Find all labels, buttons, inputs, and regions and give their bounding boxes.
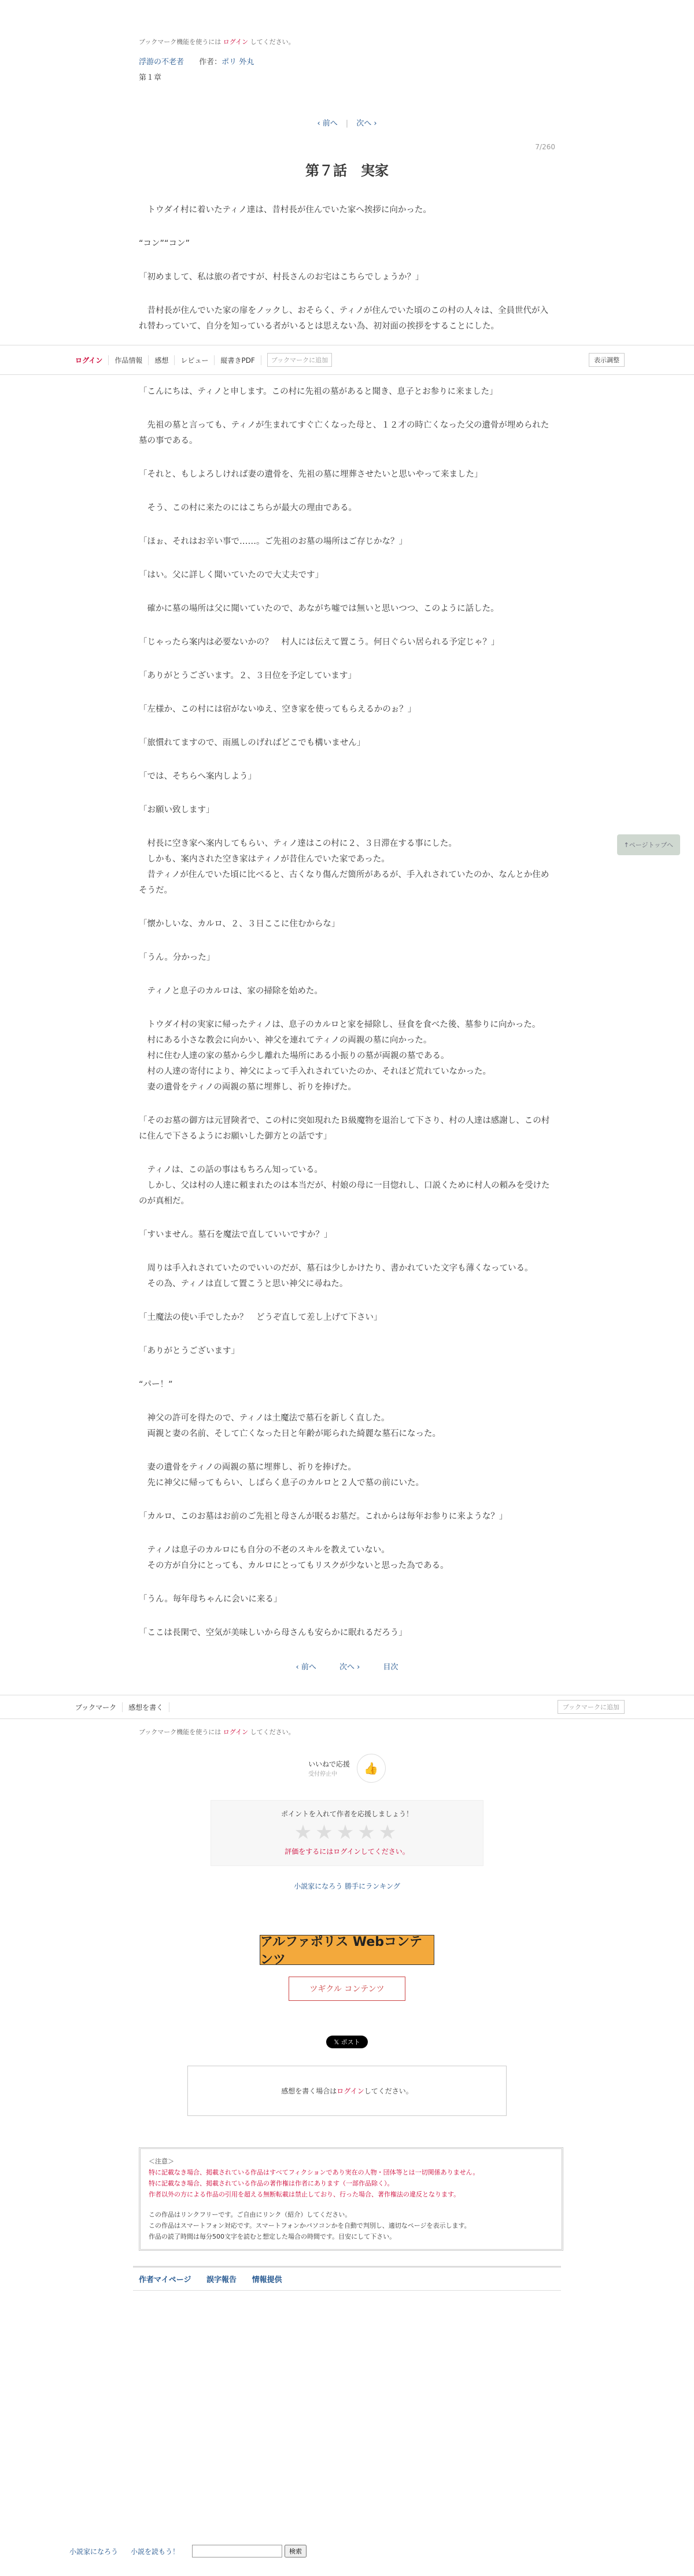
yomou-link[interactable]: 小説を読もう！	[131, 2547, 180, 2556]
page-top-button[interactable]: ↑ページトップへ	[617, 834, 680, 855]
ranking-link-text[interactable]: 小説家になろう 勝手にランキング	[294, 1882, 400, 1890]
notice-line: 特に記載なき場合、掲載されている作品はすべてフィクションであり実在の人物・団体等とは一切関係ありません。	[149, 2169, 479, 2176]
note-text: してください。	[248, 38, 295, 46]
search-button[interactable]: 検索	[285, 2545, 307, 2557]
paragraph: 確かに墓の場所は父に聞いていたので、あながち嘘では無いと思いつつ、このように話した。	[139, 604, 499, 613]
paragraph: 「うん。毎年母ちゃんに会いに来る」	[139, 1595, 282, 1604]
paragraph: 妻の遺骨をティノの両親の墓に埋葬し、祈りを捧げた。 先に神父に帰ってもらい、しばらく息子のカルロと２人で墓の前にいた。	[147, 1463, 424, 1488]
display-settings-button[interactable]: 表示調整	[589, 353, 625, 367]
sticky-toolbar	[0, 345, 694, 375]
novel-meta	[139, 56, 555, 67]
comment-text: してください。	[364, 2087, 413, 2095]
paragraph: 「そのお墓の御方は元冒険者で、この村に突如現れたＢ級魔物を退治して下さり、村の人達は感謝し、この村に住んで下さるようにお願いした御方との話です」	[139, 1116, 550, 1141]
footer-links	[133, 2266, 561, 2291]
paragraph: 「では、そちらへ案内しよう」	[139, 772, 256, 781]
novel-body	[139, 203, 555, 1641]
footer-bookmark[interactable]: ブックマーク	[69, 1702, 123, 1712]
comment-text: 感想を書く場合は	[281, 2087, 337, 2095]
paragraph: 先祖の墓と言っても、ティノが生まれてすぐ亡くなった母と、１２才の時亡くなった父の遺骨が埋められた墓の事である。	[139, 421, 549, 446]
paragraph: 「土魔法の使い手でしたか？ どうぞ直して差し上げて下さい」	[139, 1313, 382, 1322]
notice-gap	[149, 2200, 553, 2209]
pager-divider: |	[345, 119, 349, 128]
paragraph: 「ありがとうございます。２、３日位を予定しています」	[139, 671, 356, 680]
site-footer	[0, 2545, 694, 2557]
series-title-link[interactable]: 浮游の不老者	[139, 58, 184, 67]
footer-bookmark-add[interactable]: ブックマークに追加	[558, 1700, 625, 1714]
episode-title: 第７話 実家	[305, 162, 389, 179]
paragraph: 「ここは長閑で、空気が美味しいから母さんも安らかに眠れるだろう」	[139, 1628, 407, 1637]
note-text: ブックマーク機能を使うには	[139, 38, 223, 46]
notice-head: ＜注意＞	[149, 2158, 174, 2165]
paragraph: 神父の許可を得たので、ティノは土魔法で墓石を新しく直した。 両親と妻の名前、そして亡くなった日と年齢が彫られた綺麗な墓石になった。	[147, 1414, 441, 1438]
notice-box	[139, 2147, 563, 2251]
paragraph: 「それと、もしよろしければ妻の遺骨を、先祖の墓に埋葬させたいと思いやって来ました」	[139, 470, 483, 479]
tsugikuru-banner[interactable]: ツギクル コンテンツ	[289, 1977, 405, 2001]
typo-report-link[interactable]: 誤字報告	[206, 2276, 237, 2284]
login-link[interactable]: ログイン	[223, 38, 249, 46]
paragraph: 「ほぉ、それはお辛い事で……。ご先祖のお墓の場所はご存じかな？」	[139, 537, 407, 546]
paragraph: 村長に空き家へ案内してもらい、ティノ達はこの村に２、３日滞在する事にした。 しかも、案内された空き家はティノが昔住んでいた家であった。 昔ティノが住んでいた頃に比べると、古くなり傷んだ箇所があるが、手入れされていたのか、なんとか住めそうだ。	[139, 839, 549, 895]
footer-toolbar	[0, 1695, 694, 1719]
notice-line: この作品はスマートフォン対応です。スマートフォンかパソコンかを自動で判別し、適切なページを表示します。	[149, 2222, 471, 2229]
paragraph: 「ありがとうございます」	[139, 1346, 239, 1356]
chapter-title: 第１章	[139, 73, 162, 82]
paragraph: 「旅慣れてますので、雨風しのげればどこでも構いません」	[139, 738, 366, 748]
rating-label: ポイントを入れて作者を応援しましょう！	[280, 1810, 413, 1818]
login-link[interactable]: ログイン	[337, 2087, 364, 2095]
paragraph: ティノは、この話の事はもちろん知っている。 しかし、父は村の人達に頼まれたのは本当だが、村娘の母に一目惚れし、口説くために村人の頼みを受けたのが真相だ。	[139, 1165, 550, 1206]
paragraph: 「カルロ、このお墓はお前のご先祖と母さんが眠るお墓だ。これからは毎年お参りに来ような？」	[139, 1512, 508, 1521]
footer-impression[interactable]: 感想を書く	[123, 1702, 169, 1712]
info-provide-link[interactable]: 情報提供	[252, 2276, 282, 2284]
toolbar-review[interactable]: レビュー	[175, 355, 215, 365]
toolbar-novel-info[interactable]: 作品情報	[109, 355, 149, 365]
warn-text: 評価をするには	[285, 1848, 334, 1856]
x-post-button[interactable]: 𝕏 ポスト	[326, 2036, 368, 2048]
comment-box	[187, 2066, 507, 2116]
bookmark-add-button[interactable]: ブックマークに追加	[267, 353, 332, 367]
paragraph: 「じゃったら案内は必要ないかの？ 村人には伝えて置こう。何日ぐらい居られる予定じゃ？」	[139, 638, 500, 647]
paragraph: そう、この村に来たのにはこちらが最大の理由である。	[139, 503, 357, 513]
author-mypage-link[interactable]: 作者マイページ	[139, 2276, 191, 2284]
rating-box	[211, 1800, 483, 1866]
paragraph: 「初めまして、私は旅の者ですが、村長さんのお宅はこちらでしょうか？」	[139, 273, 424, 282]
bottom-pager	[139, 1661, 555, 1672]
author-link[interactable]: ポリ 外丸	[222, 58, 254, 67]
warn-text: してください。	[360, 1848, 409, 1856]
notice-line: 作者以外の方による作品の引用を超える無断転載は禁止しており、行った場合、著作権法の違反となります。	[149, 2191, 460, 2198]
toolbar-login[interactable]: ログイン	[69, 355, 109, 365]
toolbar-impression[interactable]: 感想	[149, 355, 175, 365]
bottom-login-note	[139, 1727, 555, 1736]
note-text: ブックマーク機能を使うには	[139, 1728, 223, 1736]
paragraph: トウダイ村に着いたティノ達は、昔村長が住んでいた家へ挨拶に向かった。	[139, 205, 431, 215]
like-label: いいねで応援	[308, 1760, 350, 1768]
paragraph: 「左様か、この村には宿がないゆえ、空き家を使ってもらえるかのぉ？」	[139, 705, 416, 714]
paragraph: ティノと息子のカルロは、家の掃除を始めた。	[139, 987, 323, 996]
notice-line: 特に記載なき場合、掲載されている作品の著作権は作者にあります（一部作品除く）。	[149, 2180, 394, 2187]
paragraph: “コン”“コン”	[139, 239, 190, 248]
narou-link[interactable]: 小説家になろう	[69, 2547, 119, 2556]
next-link[interactable]: 次へ ›	[339, 1663, 360, 1672]
rating-warning	[211, 1846, 483, 1856]
index-link[interactable]: 目次	[383, 1663, 398, 1672]
author-label: 作者：	[199, 58, 222, 67]
thumbs-up-icon: 👍	[364, 1761, 379, 1775]
paragraph: 「すいません。墓石を魔法で直していいですか？」	[139, 1230, 333, 1239]
note-text: してください。	[248, 1728, 295, 1736]
like-section	[260, 1754, 434, 1783]
rating-stars[interactable]: ★★★★★	[294, 1821, 400, 1844]
page-count: 7/260	[535, 143, 555, 151]
paragraph: トウダイ村の実家に帰ったティノは、息子のカルロと家を掃除し、昼食を食べた後、墓参りに向かった。 村にある小さな教会に向かい、神父を連れてティノの両親の墓に向かった。 村に住む人達の家の墓から少し離れた場所にある小振りの墓が両親の墓である。 村の人達の寄付により、神父によって手入れされていたのか、それほど荒れていなかった。 妻の遺骨をティノの両親の墓に埋葬し、祈りを捧げた。	[147, 1020, 541, 1092]
paragraph: 「お願い致します」	[139, 805, 215, 815]
login-link[interactable]: ログイン	[333, 1848, 361, 1856]
notice-line: 作品の読了時間は毎分500文字を読むと想定した場合の時間です。目安にして下さい。	[149, 2233, 396, 2240]
bookmark-login-note	[139, 0, 555, 46]
ranking-link[interactable]	[139, 1881, 555, 1891]
paragraph: 「懐かしいな、カルロ、２、３日ここに住むからな」	[139, 919, 340, 929]
alphapolis-banner[interactable]: アルファポリス Webコンテンツ	[260, 1935, 434, 1965]
toolbar-pdf[interactable]: 縦書きPDF	[215, 355, 261, 365]
notice-line: この作品はリンクフリーです。ご自由にリンク（紹介）してください。	[149, 2211, 352, 2218]
prev-link[interactable]: ‹ 前へ	[296, 1663, 316, 1672]
paragraph: 「はい。父に詳しく聞いていたので大丈夫です」	[139, 571, 323, 580]
like-sub: 受付停止中	[308, 1771, 338, 1778]
paragraph: 周りは手入れされていたのでいいのだが、墓石は少しかけたり、書かれていた文字も薄くなっている。 その為、ティノは直して置こうと思い神父に尋ねた。	[147, 1264, 533, 1289]
top-pager	[139, 117, 555, 128]
paragraph: 「こんにちは、ティノと申します。この村に先祖の墓があると聞き、息子とお参りに来ました」	[139, 387, 498, 396]
paragraph: 「うん。分かった」	[139, 953, 215, 962]
prev-link[interactable]: ‹ 前へ	[317, 119, 338, 128]
login-link[interactable]: ログイン	[223, 1728, 249, 1736]
like-button[interactable]	[357, 1754, 386, 1783]
search-input[interactable]	[192, 2545, 282, 2557]
paragraph: 昔村長が住んでいた家の扉をノックし、おそらく、ティノが住んでいた頃のこの村の人々は、全員世代が入れ替わっていて、自分を知っている者がいるとは思えない為、初対面の挨拶をすることにした。	[139, 306, 549, 331]
paragraph: ティノは息子のカルロにも自分の不老のスキルを教えていない。 その方が自分にとっても、カルロにとってもリスクが少ないと思った為である。	[147, 1545, 449, 1570]
paragraph: “パー！”	[139, 1380, 173, 1389]
next-link[interactable]: 次へ ›	[356, 119, 377, 128]
like-text	[308, 1759, 350, 1778]
